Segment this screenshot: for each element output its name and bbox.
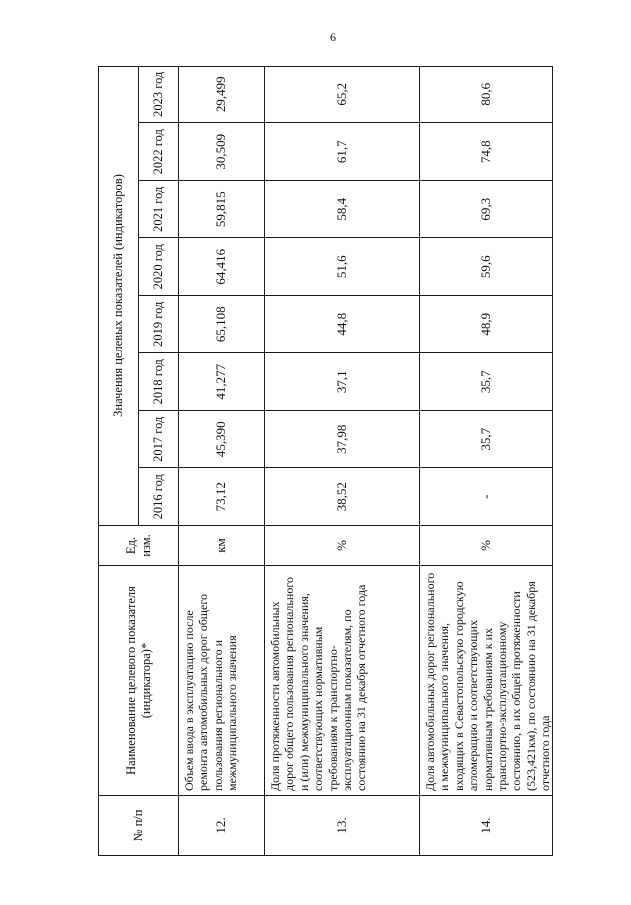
row-12-value: 59,815 (178, 181, 264, 239)
row-14-value: 69,3 (419, 181, 553, 239)
row-13-value: 65,2 (264, 66, 419, 124)
row-14-value: 74,8 (419, 124, 553, 182)
row-14-value: 35,7 (419, 411, 553, 469)
header-name: Наименование целевого показателя (индикатора)* (98, 566, 178, 796)
header-year: 2021 год (138, 181, 178, 239)
header-num: № п/п (98, 796, 178, 856)
header-year: 2019 год (138, 296, 178, 354)
row-13-value: 38,52 (264, 469, 419, 527)
row-13-value: 44,8 (264, 296, 419, 354)
row-14-value: 80,6 (419, 66, 553, 124)
row-12-value: 73,12 (178, 469, 264, 527)
row-13-name: Доля протяженности автомобильных дорог общего пользования регионального и (или) межмуниципального значения, соответствующих нормативным требованиям к транспортно-эксплуатационным показателям, по состоянию на 31 декабря отчетного года (264, 566, 419, 796)
row-13-unit: % (264, 526, 419, 566)
row-12-value: 29,499 (178, 66, 264, 124)
row-12-value: 65,108 (178, 296, 264, 354)
row-14-value: - (419, 469, 553, 527)
row-14-value: 35,7 (419, 354, 553, 412)
row-13-value: 61,7 (264, 124, 419, 182)
row-12-value: 30,509 (178, 124, 264, 182)
row-13-value: 58,4 (264, 181, 419, 239)
header-year: 2023 год (138, 66, 178, 124)
header-unit: Ед. изм. (98, 526, 178, 566)
row-13-num: 13. (264, 796, 419, 856)
row-12-name: Объем ввода в эксплуатацию после ремонта автомобильных дорог общего пользования регионального и межмуниципального значения (178, 566, 264, 796)
row-13-value: 37,1 (264, 354, 419, 412)
row-13-value: 51,6 (264, 239, 419, 297)
header-year: 2017 год (138, 411, 178, 469)
page-number: 6 (330, 30, 336, 44)
header-values-group: Значения целевых показателей (индикаторов) (98, 66, 138, 526)
indicators-table (98, 66, 553, 856)
row-12-value: 45,390 (178, 411, 264, 469)
header-year: 2018 год (138, 354, 178, 412)
row-12-value: 64,416 (178, 239, 264, 297)
row-14-name: Доля автомобильных дорог регионального и межмуниципального значения, входящих в Севастопольскую городскую агломерацию и соответствующих нормативным требованиям к их транспортно-эксплуатационному состоянию, в их общей протяженности (523,421км), по состоянию на 31 декабря отчетного года (419, 566, 553, 796)
row-12-unit: км (178, 526, 264, 566)
row-14-value: 59,6 (419, 239, 553, 297)
header-year: 2020 год (138, 239, 178, 297)
row-13-value: 37,98 (264, 411, 419, 469)
row-14-unit: % (419, 526, 553, 566)
row-14-num: 14. (419, 796, 553, 856)
header-year: 2022 год (138, 124, 178, 182)
row-12-num: 12. (178, 796, 264, 856)
row-14-value: 48,9 (419, 296, 553, 354)
row-12-value: 41,277 (178, 354, 264, 412)
header-year: 2016 год (138, 469, 178, 527)
